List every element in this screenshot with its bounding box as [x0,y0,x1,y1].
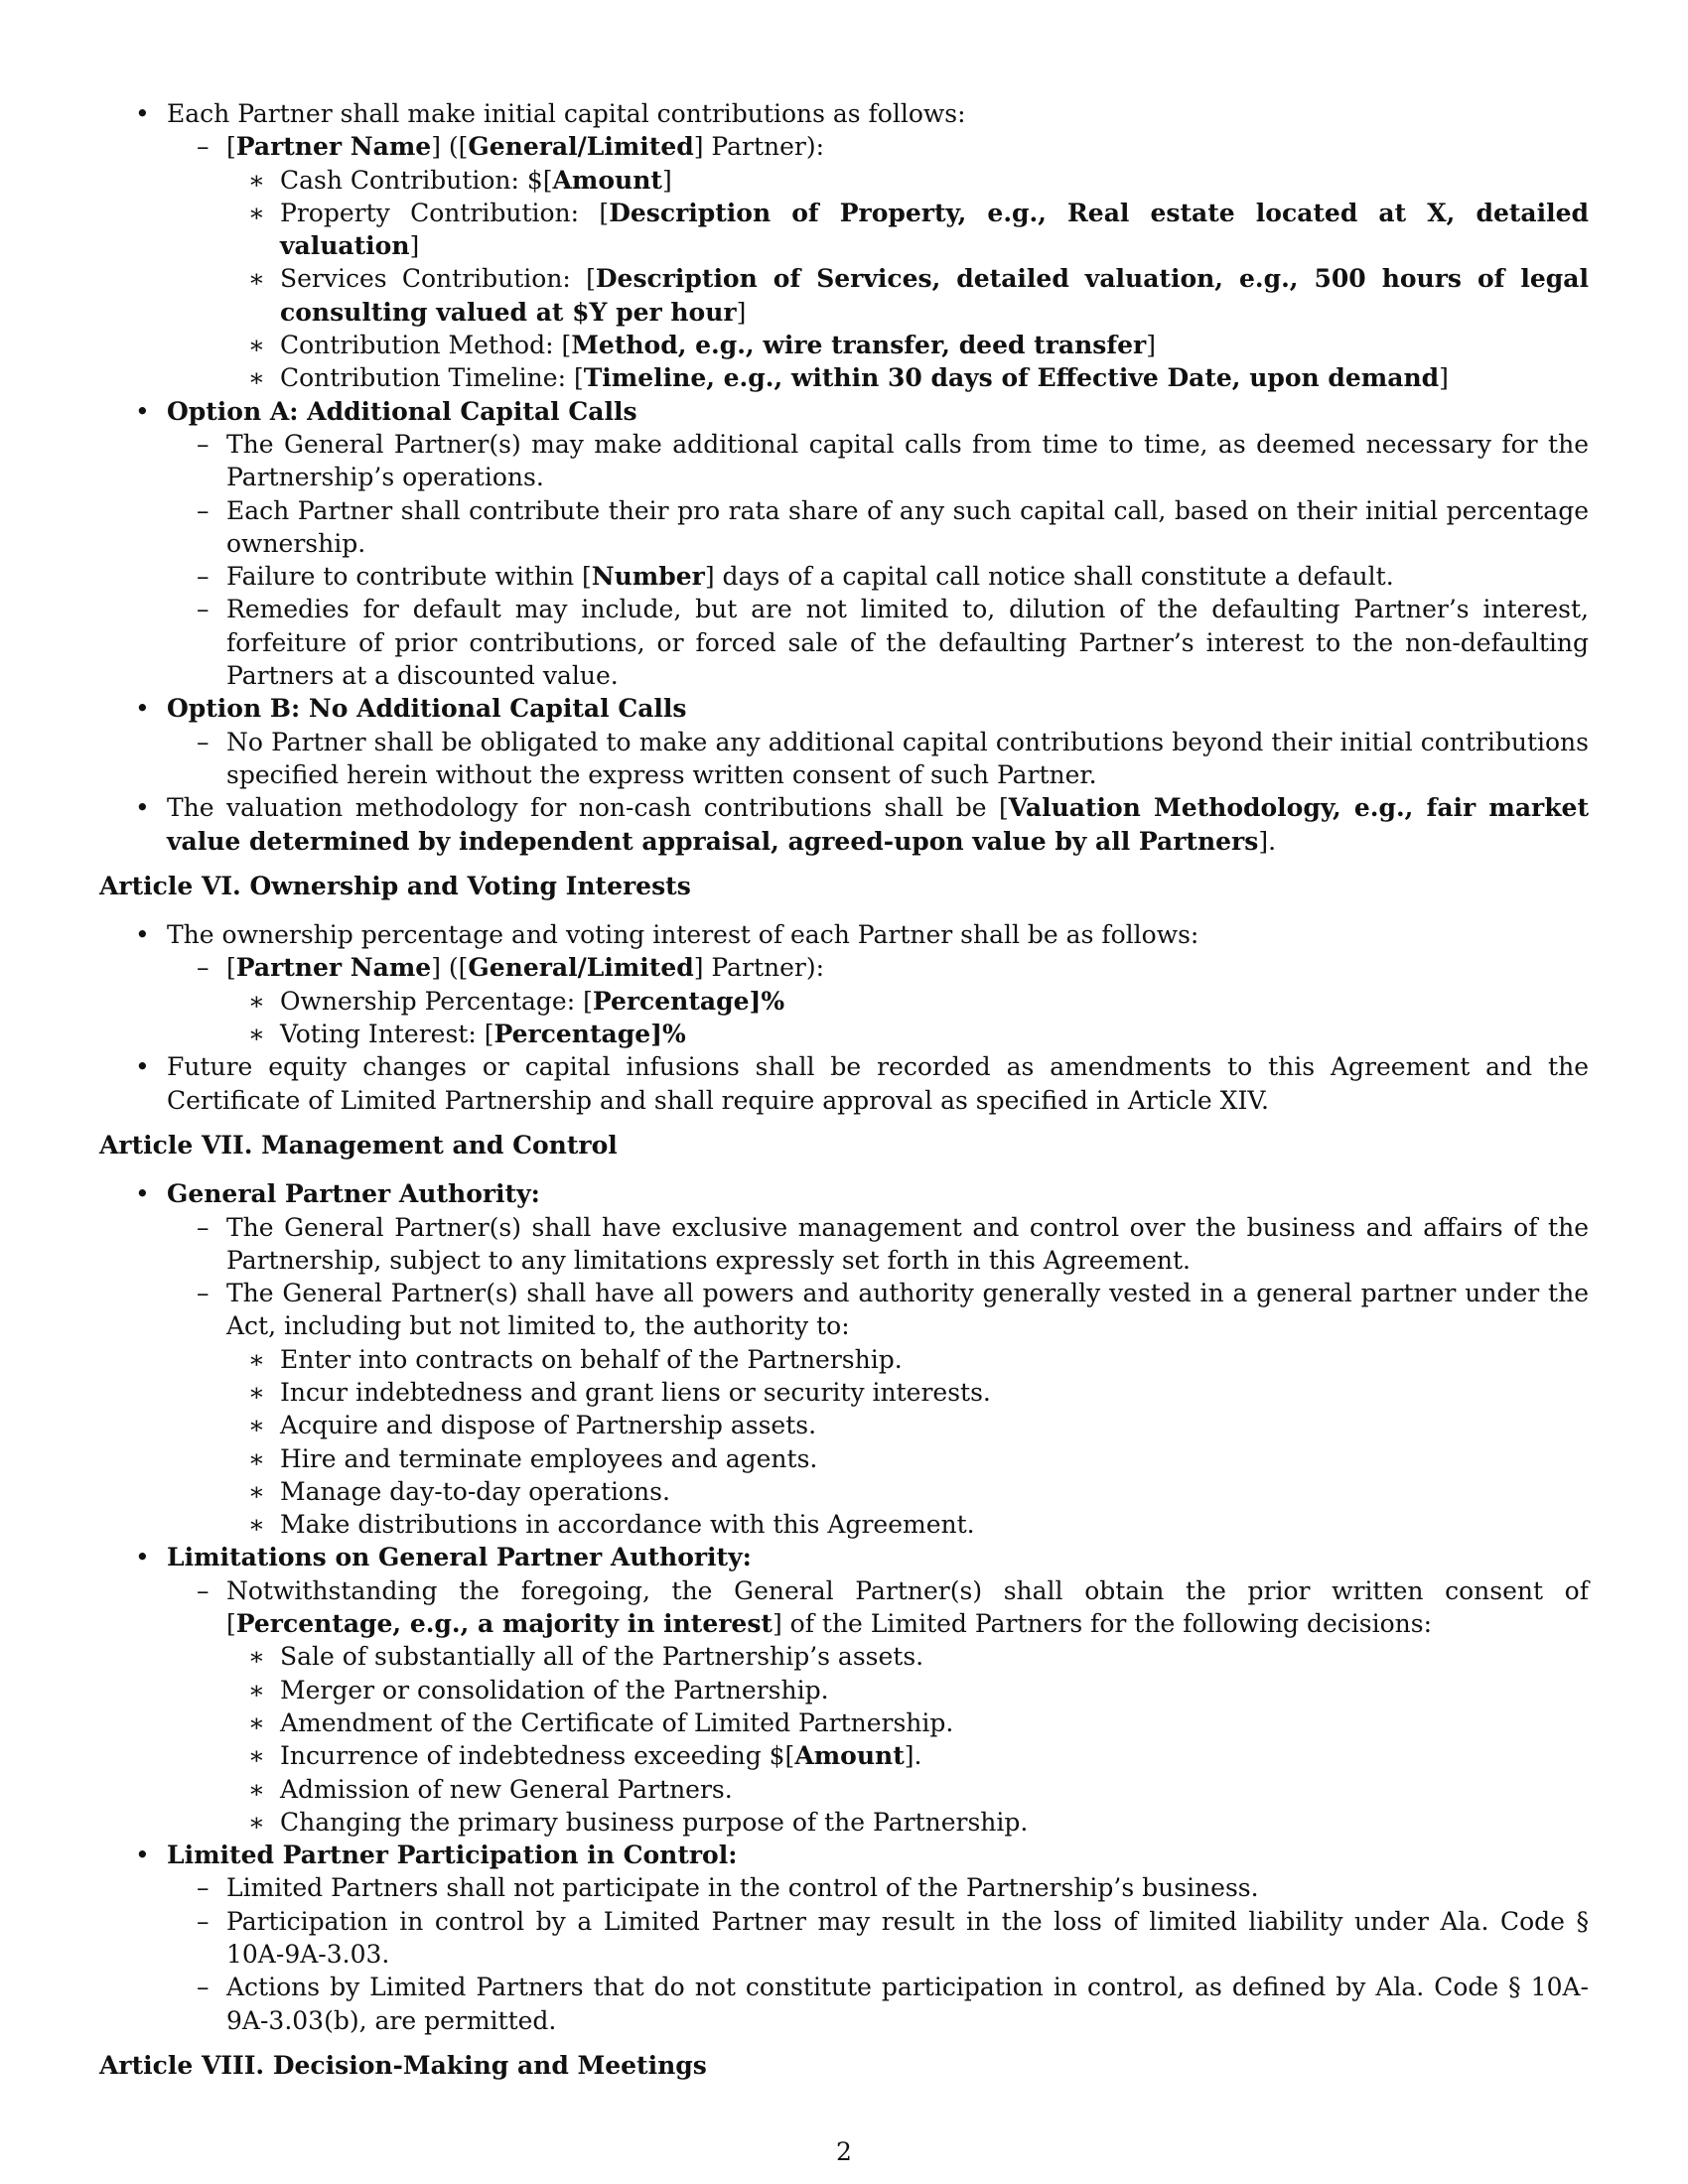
dash-marker: – [197,495,210,525]
list-item [99,395,1589,428]
dash-marker: – [197,429,210,459]
list-item: – Each Partner shall contribute their pro rata share of any such capital call, based on their initial percentage ownership. [197,495,1589,558]
dash-marker: – [197,953,210,983]
list-item [99,1177,1589,1210]
list-item: ∗ Incurrence of indebtedness exceeding $[Amount]. [99,1739,1589,1772]
dash-marker: – [197,1873,210,1903]
bullet-marker: • [135,694,150,724]
list-item: ∗ Merger or consolidation of the Partnership. [99,1674,1589,1706]
list-item: ∗ Services Contribution: [Description of Services, detailed valuation, e.g., 500 hours of legal consulting valued at $Y per hour] [248,264,1589,327]
list-item: ∗ Ownership Percentage: [Percentage]% [99,985,1589,1018]
star-marker: ∗ [248,331,265,360]
list-item: ∗ Admission of new General Partners. [99,1773,1589,1806]
placeholder-partner-role: General/Limited [468,953,694,983]
placeholder-partner-role: General/Limited [468,132,694,162]
star-marker: ∗ [248,165,265,195]
list-item: – Limited Partners shall not participate in the control of the Partnership’s business. [99,1871,1589,1904]
dash-marker: – [197,1212,210,1242]
bullet-marker: • [135,1179,150,1209]
dash-marker: – [197,1575,210,1605]
list-item: – [Partner Name] ([General/Limited] Partner): [99,951,1589,984]
dash-marker: – [197,1906,210,1936]
star-marker: ∗ [248,1344,265,1374]
star-marker: ∗ [248,1642,265,1672]
star-marker: ∗ [248,1675,265,1705]
placeholder-partner-name: Partner Name [235,953,432,983]
star-marker: ∗ [248,363,265,393]
placeholder-timeline: Timeline, e.g., within 30 days of Effective Date, upon demand [583,363,1440,393]
star-marker: ∗ [248,1741,265,1771]
article-viii-heading: Article VIII. Decision-Making and Meetings [99,2050,707,2080]
list-item: – Actions by Limited Partners that do not constitute participation in control, as defined by Ala. Code § 10A-9A-3.03(b), are permitted. [197,1973,1589,2035]
list-item: – The General Partner(s) may make additional capital calls from time to time, as deemed necessary for the Partnership’s operations. [197,429,1589,492]
placeholder-percentage: Percentage [592,986,750,1016]
list-item: – Failure to contribute within [Number] days of a capital call notice shall constitute a default. [99,560,1589,593]
bullet-marker: • [135,793,150,823]
placeholder-percentage: Percentage [493,1020,651,1049]
star-marker: ∗ [248,1707,265,1737]
document-page [99,97,1589,2082]
list-item: • Each Partner shall make initial capital contributions as follows: [99,97,1589,130]
star-marker: ∗ [248,1443,265,1473]
list-item: – The General Partner(s) shall have all powers and authority generally vested in a general partner under the Act, including but not limited to, the authority to: [197,1279,1589,1341]
bullet-marker: • [135,920,150,950]
star-marker: ∗ [248,1510,265,1540]
bullet-marker: • [135,1052,150,1082]
dash-marker: – [197,562,210,592]
list-item: ∗ Enter into contracts on behalf of the Partnership. [99,1343,1589,1376]
star-marker: ∗ [248,1476,265,1506]
placeholder-partner-name: Partner Name [235,132,432,162]
placeholder-services: Description of Services, detailed valuation, e.g., 500 hours of legal consulting valued at $Y per hour [280,264,1589,327]
list-item: ∗ Acquire and dispose of Partnership assets. [99,1409,1589,1441]
bullet-marker: • [135,99,150,128]
list-item: ∗ Incur indebtedness and grant liens or security interests. [99,1376,1589,1409]
lp-participation-title: Limited Partner Participation in Control: [167,1841,738,1870]
star-marker: ∗ [248,1411,265,1440]
option-b-title: Option B: No Additional Capital Calls [167,694,687,724]
gp-authority-title: General Partner Authority: [167,1179,540,1209]
list-item: ∗ Voting Interest: [Percentage]% [99,1018,1589,1050]
dash-marker: – [197,595,210,624]
list-item: – [Partner Name] ([General/Limited] Partner): [99,130,1589,163]
list-item: – Remedies for default may include, but are not limited to, dilution of the defaulting Partner’s interest, forfeiture of prior contributions, or forced sale of the defaulting Partner’s interest to the non-defaulting Partners at a discounted value. [197,595,1589,691]
list-item: ∗ Property Contribution: [Description of Property, e.g., Real estate located at X, detailed valuation] [248,198,1589,261]
placeholder-number: Number [591,562,705,592]
star-marker: ∗ [248,986,265,1016]
list-item: – Participation in control by a Limited Partner may result in the loss of limited liability under Ala. Code § 10A-9A-3.03. [197,1906,1589,1970]
placeholder-valuation: Valuation Methodology, e.g., fair market value determined by independent appraisal, agreed-upon value by all Partners [167,793,1589,856]
star-marker: ∗ [248,1020,265,1049]
list-item [99,1839,1589,1871]
list-item: • The valuation methodology for non-cash contributions shall be [Valuation Methodology, e.g., fair market value determined by independent appraisal, agreed-upon value by all Partners]. [135,793,1589,856]
list-item: ∗ Hire and terminate employees and agents. [99,1442,1589,1475]
bullet-marker: • [135,396,150,426]
dash-marker: – [197,132,210,162]
dash-marker: – [197,1279,210,1308]
list-item [99,1541,1589,1573]
list-item: – The General Partner(s) shall have exclusive management and control over the business and affairs of the Partnership, subject to any limitations expressly set forth in this Agreement. [197,1212,1589,1275]
list-item: • The ownership percentage and voting interest of each Partner shall be as follows: [99,918,1589,951]
dash-marker: – [197,1973,210,2002]
star-marker: ∗ [248,1377,265,1407]
list-item: ∗ Amendment of the Certificate of Limited Partnership. [99,1706,1589,1739]
option-a-title: Option A: Additional Capital Calls [167,396,637,426]
page-number: 2 [836,2137,852,2166]
list-item: – Notwithstanding the foregoing, the General Partner(s) shall obtain the prior written consent of [Percentage, e.g., a majority in interest] of the Limited Partners for the following decisions: [197,1575,1589,1639]
list-item: ∗ Contribution Timeline: [Timeline, e.g., within 30 days of Effective Date, upon demand] [99,361,1589,394]
dash-marker: – [197,727,210,756]
list-item: ∗ Cash Contribution: $[Amount] [99,164,1589,197]
article-vii-heading: Article VII. Management and Control [99,1130,618,1160]
list-item: ∗ Make distributions in accordance with this Agreement. [99,1508,1589,1541]
list-item: ∗ Contribution Method: [Method, e.g., wire transfer, deed transfer] [99,329,1589,361]
star-marker: ∗ [248,1807,265,1837]
bullet-marker: • [135,1841,150,1870]
placeholder-consent-percentage: Percentage, e.g., a majority in interest [235,1609,773,1639]
list-item: – No Partner shall be obligated to make any additional capital contributions beyond their initial contributions specified herein without the express written consent of such Partner. [197,727,1589,789]
list-item: • Future equity changes or capital infusions shall be recorded as amendments to this Agreement and the Certificate of Limited Partnership and shall require approval as specified in Article XIV. [135,1052,1589,1115]
star-marker: ∗ [248,198,265,227]
gp-limitations-title: Limitations on General Partner Authority: [167,1543,752,1572]
placeholder-amount: Amount [552,165,662,195]
bullet-marker: • [135,1543,150,1572]
star-marker: ∗ [248,264,265,294]
placeholder-method: Method, e.g., wire transfer, deed transfer [571,331,1147,360]
placeholder-property: Description of Property, e.g., Real estate located at X, detailed valuation [280,198,1589,261]
article-vi-heading: Article VI. Ownership and Voting Interests [99,871,691,900]
star-marker: ∗ [248,1774,265,1804]
placeholder-amount: Amount [794,1741,905,1771]
list-item [99,692,1589,725]
list-item: ∗ Changing the primary business purpose of the Partnership. [99,1806,1589,1839]
list-item: ∗ Sale of substantially all of the Partnership’s assets. [99,1640,1589,1673]
list-item: ∗ Manage day-to-day operations. [99,1475,1589,1508]
